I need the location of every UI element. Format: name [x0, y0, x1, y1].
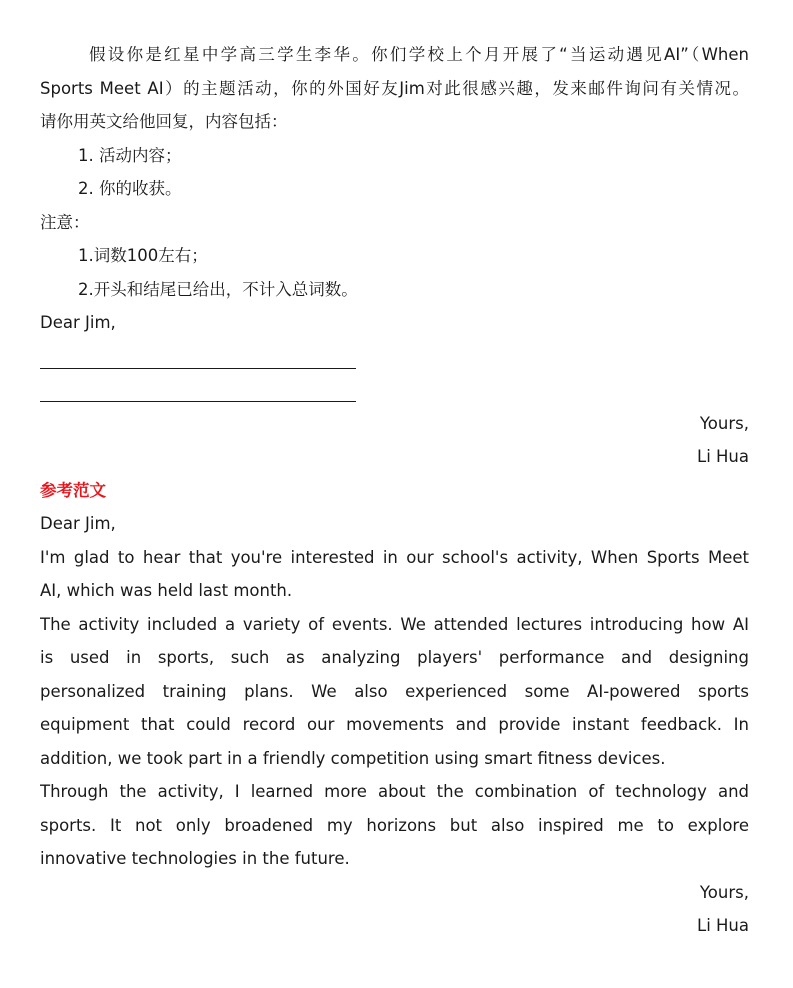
prompt-intro-line-1: 假设你是红星中学高三学生李华。你们学校上个月开展了“当运动遇见AI”（When [89, 45, 749, 64]
prompt-item-1: 1. 活动内容； [78, 145, 182, 165]
prompt-greeting: Dear Jim, [40, 313, 116, 332]
note-item-1: 1.词数100左右； [78, 246, 208, 265]
answer-blank-line-1 [40, 340, 749, 374]
reference-closing: Yours, [699, 882, 749, 902]
reference-line-2: AI, which was held last month. [40, 581, 293, 600]
reference-line-4: is used in sports, such as analyzing players' performance and designing [40, 648, 749, 667]
prompt-intro-line-3: 请你用英文给他回复，内容包括： [40, 112, 288, 131]
reference-line-9: sports. It not only broadened my horizons but also inspired me to explore [40, 815, 749, 835]
reference-greeting: Dear Jim, [40, 514, 116, 533]
reference-line-3: The activity included a variety of events. We attended lectures introducing how AI [40, 614, 749, 634]
reference-line-10: innovative technologies in the future. [40, 849, 350, 868]
answer-blank-line-2 [40, 373, 749, 407]
reference-line-5: personalized training plans. We also experienced some AI-powered sports [40, 681, 749, 701]
reference-title: 参考范文 [40, 480, 106, 500]
note-label: 注意： [40, 212, 90, 232]
note-item-2: 2.开头和结尾已给出，不计入总词数。 [78, 279, 358, 299]
prompt-signature: Li Hua [697, 447, 749, 466]
prompt-item-2: 2. 你的收获。 [78, 179, 182, 198]
prompt-intro-line-2: Sports Meet AI）的主题活动，你的外国好友Jim对此很感兴趣，发来邮件询问有关情况。 [40, 78, 749, 98]
reference-line-7: addition, we took part in a friendly competition using smart fitness devices. [40, 748, 666, 768]
reference-line-8: Through the activity, I learned more about the combination of technology and [40, 782, 749, 801]
document-page [40, 38, 749, 943]
reference-signature: Li Hua [697, 916, 749, 935]
prompt-closing: Yours, [699, 413, 749, 433]
reference-line-1: I'm glad to hear that you're interested in our school's activity, When Sports Meet [40, 547, 749, 567]
reference-line-6: equipment that could record our movements and provide instant feedback. In [40, 715, 749, 734]
